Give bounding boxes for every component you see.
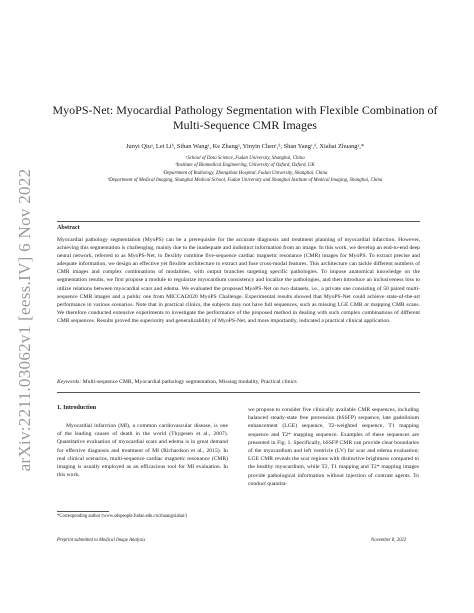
section-heading: 1. Introduction xyxy=(57,405,97,411)
footer-date: November 8, 2022 xyxy=(371,538,407,543)
affiliation-b: ᵇInstitute of Biomedical Engineering, University of Oxford, Oxford, UK xyxy=(175,163,315,169)
affiliations xyxy=(50,155,440,185)
keywords-text: Multi-sequence CMR, Myocardial pathology segmentation, Missing modality, Practical clinics xyxy=(82,379,297,385)
affiliation-d: ᵈDepartment of Medical Imaging, Shanghai Medical School, Fudan University and Shanghai Institute of Medical Imaging, Shanghai, China xyxy=(107,178,383,184)
author-list: Junyi Qiuᵃ, Lei Liᵇ, Sihan Wangᵃ, Ke Zhangᵃ, Yinyin Chenᶜ,ᵈ, Shan Yangᶜ,ᵈ, Xiahai Zhuangᵃ,* xyxy=(125,143,365,150)
title-line-1: MyoPS-Net: Myocardial Pathology Segmentation with Flexible Combination of xyxy=(52,103,438,117)
keywords-label: Keywords: xyxy=(57,379,82,385)
divider-top xyxy=(57,221,420,222)
divider-bottom xyxy=(57,392,420,393)
footer-venue: Preprint submitted to Medical Image Analysis xyxy=(57,538,146,543)
paper-title xyxy=(50,103,440,132)
abstract-text: Myocardial pathology segmentation (MyoPS) can be a prerequisite for the accurate diagnosis and treatment planning of myocardial infarction. However, achieving this segmentation is challenging, mainly due to the inadequate and indistinct information from an image. In this work, we develop an end-to-end deep neural network, referred to as MyoPS-Net, to flexibly combine five-sequence cardiac magnetic resonance (CMR) images for MyoPS. To extract precise and adequate information, we design an effective yet flexible architecture to extract and fuse cross-modal features. This architecture can tackle different numbers of CMR images and complex combinations of modalities, with output branches targeting specific pathologies. To impose anatomical knowledge on the segmentation results, we first propose a module to regularize myocardium consistency and localize the pathologies, and then introduce an inclusiveness loss to utilize relations between myocardial scars and edema. We evaluated the proposed MyoPS-Net on two datasets, i.e., a private one consisting of 50 paired multi-sequence CMR images and a public one from MICCAI2020 MyoPS Challenge. Experimental results showed that MyoPS-Net could achieve state-of-the-art performance in various scenarios. Note that in practical clinics, the subjects may not have full sequences, such as missing LGE CMR or mapping CMR scans. We therefore conducted extensive experiments to investigate the performance of the proposed method in dealing with such complex combinations of different CMR sequences. Results proved the superiority and generalizability of MyoPS-Net, and more importantly, indicated a practical clinical application. xyxy=(57,237,420,324)
title-line-2: Multi-Sequence CMR Images xyxy=(173,117,317,132)
affiliation-c: ᶜDepartment of Radiology, Zhongshan Hospital, Fudan University, Shanghai, China xyxy=(162,170,328,176)
affiliation-a: ᵃSchool of Data Science, Fudan University, Shanghai, China xyxy=(185,156,305,161)
intro-column-right xyxy=(248,406,419,488)
intro-paragraph-left: Myocardial infarction (MI), a common cardiovascular disease, is one of the leading causes of death in the world (Thygesen et al., 2007). Quantitative evaluation of myocardial scars and edema is in great demand for effective diagnosis and treatment of MI (Richardson et al., 2015). In real clinical scenarios, multi-sequence cardiac magnetic resonance (CMR) imaging is usually employed as an efficacious tool for MI evaluation. In this work, xyxy=(57,423,228,479)
arxiv-stamp xyxy=(12,150,38,490)
abstract-heading: Abstract xyxy=(57,225,80,231)
keywords xyxy=(57,379,420,385)
intro-paragraph-right: we propose to consider five clinically available CMR sequences, including balanced steady-state free precession (bSSFP) sequence, late gadolinium enhancement (LGE) sequence, T2-weighted sequence, T1 mapping sequence and T2* mapping sequence. Examples of these sequences are presented in Fig. 1. Specifically, bSSFP CMR can provide clear boundaries of the myocardium and left ventricle (LV) for scar and edema evaluation; LGE CMR reveals the scar regions with distinctive brightness compared to the healthy myocardium, while T2, T1 mapping and T2* mapping images provide pathological information without injection of contrast agents. To conduct quantita- xyxy=(248,407,419,487)
intro-column-left xyxy=(57,422,228,479)
footnote-rule xyxy=(57,511,109,512)
arxiv-id: arXiv:2211.03062v1 [eess.IV] 6 Nov 2022 xyxy=(15,168,34,472)
footnote: *Corresponding author (www.sdspeople.fudan.edu.cn/zhuangxiahai/) xyxy=(57,514,188,519)
